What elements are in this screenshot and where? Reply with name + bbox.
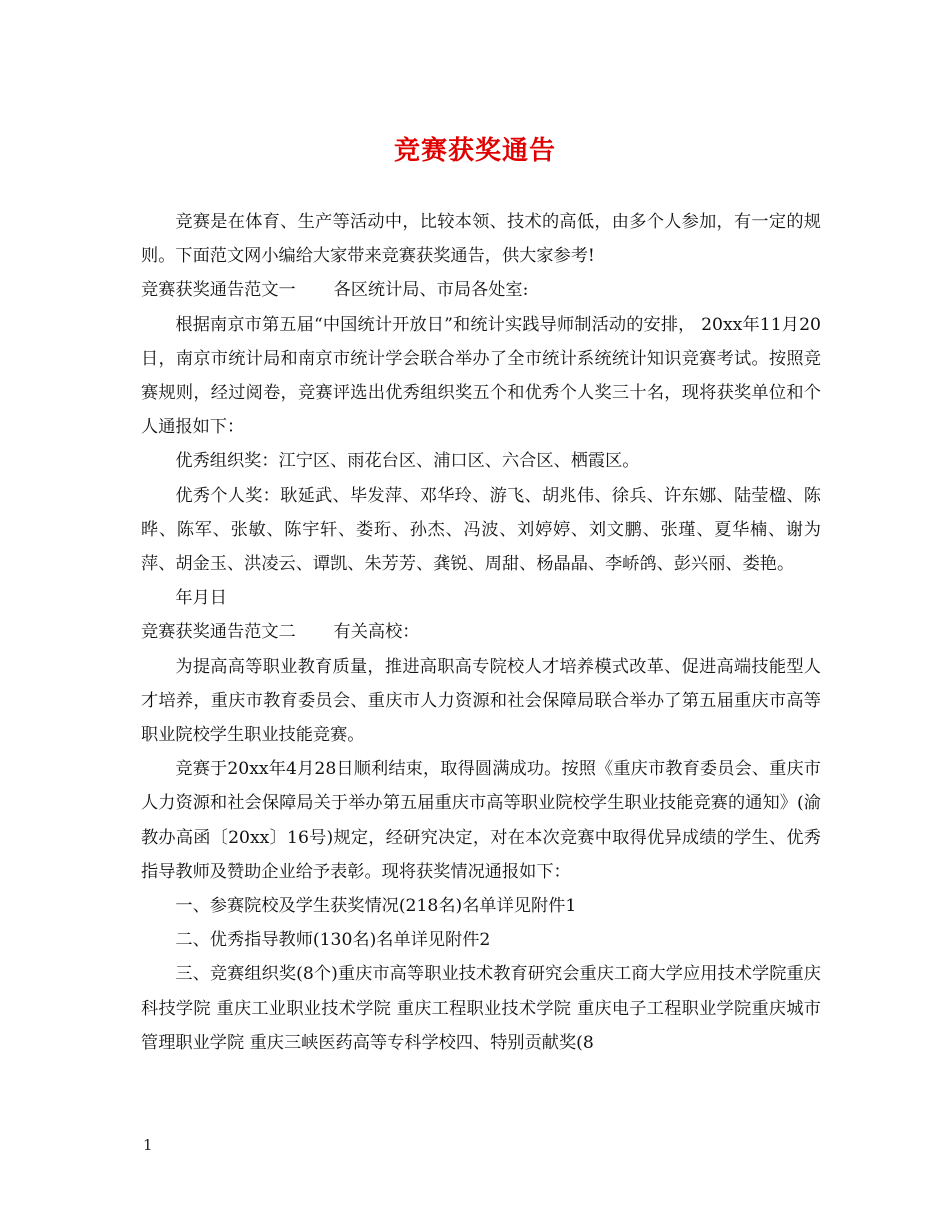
list-item-3: 三、竞赛组织奖(8个)重庆市高等职业技术教育研究会重庆工商大学应用技术学院重庆科技学院 重庆工业职业技术学院 重庆工程职业技术学院 重庆电子工程职业学院重庆城市管理职业学院 重庆三峡医药高等专科学校四、特别贡献奖(8	[141, 964, 821, 1053]
intro-paragraph: 竞赛是在体育、生产等活动中，比较本领、技术的高低，由多个人参加，有一定的规则。下面范文网小编给大家带来竞赛获奖通告，供大家参考!	[141, 212, 821, 267]
document-body	[141, 205, 821, 1060]
page-number: 1	[143, 1136, 153, 1154]
date-line: 年月日	[175, 588, 227, 609]
sample1-body-paragraph: 根据南京市第五届“中国统计开放日”和统计实践导师制活动的安排， 20xx年11月20日，南京市统计局和南京市统计学会联合举办了全市统计系统统计知识竞赛考试。按照竞赛规则，经过阅卷，竞赛评选出优秀组织奖五个和优秀个人奖三十名，现将获奖单位和个人通报如下：	[141, 314, 821, 438]
sample1-heading-line	[141, 273, 821, 307]
list-item-1: 一、参赛院校及学生获奖情况(218名)名单详见附件1	[175, 896, 577, 917]
sample1-heading: 竞赛获奖通告范文一	[141, 280, 296, 301]
sample2-body-paragraph-2: 竞赛于20xx年4月28日顺利结束，取得圆满成功。按照《重庆市教育委员会、重庆市人力资源和社会保障局关于举办第五届重庆市高等职业院校学生职业技能竞赛的通知》(渝教办高函〔20xx〕16号)规定，经研究决定，对在本次竞赛中取得优异成绩的学生、优秀指导教师及赞助企业给予表彰。现将获奖情况通报如下：	[141, 759, 821, 882]
list-item-2: 二、优秀指导教师(130名)名单详见附件2	[175, 930, 491, 951]
document-title: 竞赛获奖通告	[393, 136, 556, 166]
sample1-salutation: 各区统计局、市局各处室:	[333, 280, 529, 301]
sample2-body-paragraph-1: 为提高高等职业教育质量，推进高职高专院校人才培养模式改革、促进高端技能型人才培养，重庆市教育委员会、重庆市人力资源和社会保障局联合举办了第五届重庆市高等职业院校学生职业技能竞赛。	[141, 656, 821, 746]
sample2-heading-line	[141, 615, 821, 649]
org-award-paragraph: 优秀组织奖：江宁区、雨花台区、浦口区、六合区、栖霞区。	[175, 451, 640, 472]
individual-award-paragraph: 优秀个人奖：耿延武、毕发萍、邓华玲、游飞、胡兆伟、徐兵、许东娜、陆莹楹、陈晔、陈军、张敏、陈宇轩、娄珩、孙杰、冯波、刘婷婷、刘文鹏、张瑾、夏华楠、谢为萍、胡金玉、洪凌云、谭凯、朱芳芳、龚锐、周甜、杨晶晶、李峤鸽、彭兴丽、娄艳。	[141, 485, 821, 575]
sample2-salutation: 有关高校：	[333, 622, 420, 643]
sample2-heading: 竞赛获奖通告范文二	[141, 622, 296, 643]
